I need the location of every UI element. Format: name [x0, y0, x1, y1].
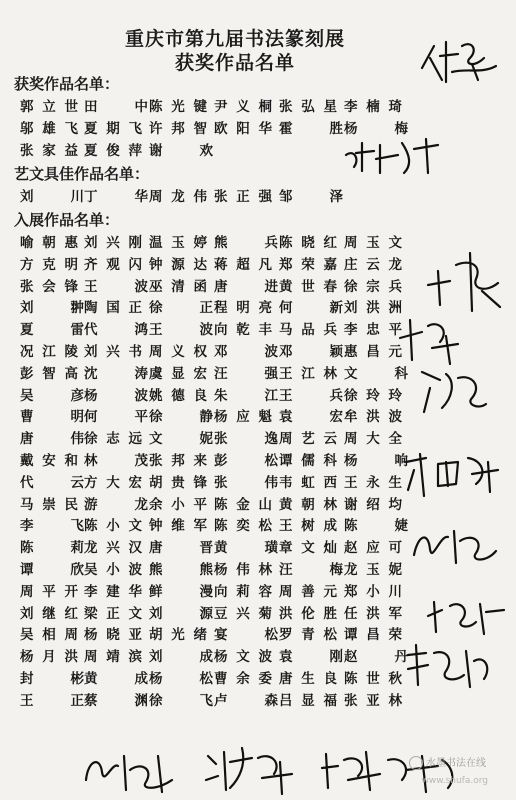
- person-name: 胡贵锋: [149, 474, 207, 491]
- name-row: [20, 558, 400, 580]
- person-name: 张逸: [214, 431, 278, 448]
- person-name: 邓波: [214, 344, 278, 360]
- name-row: [20, 689, 400, 711]
- person-name: 赵应可: [344, 540, 402, 557]
- person-name: 何平: [84, 409, 148, 426]
- signature-bottom-1: [78, 742, 188, 797]
- person-name: 夏雷: [20, 322, 84, 339]
- person-name: 封彬: [20, 671, 84, 687]
- person-name: 庄云龙: [344, 256, 402, 273]
- person-name: 谢绍均: [344, 496, 402, 513]
- person-name: 豆兴菊: [214, 605, 272, 622]
- signature-top-right: [412, 28, 502, 88]
- person-name: 张弘星: [279, 99, 337, 115]
- person-name: 杨波: [84, 387, 148, 404]
- person-name: 陈晓红: [279, 235, 337, 251]
- person-name: 周平开: [20, 583, 78, 600]
- person-name: 吴相周: [20, 627, 78, 644]
- person-name: 谭昌荣: [344, 627, 402, 644]
- person-name: 徐玲玲: [344, 387, 402, 404]
- person-name: 惠昌元: [344, 344, 402, 360]
- person-name: 唐生良: [279, 671, 337, 687]
- person-name: 任洪军: [344, 605, 402, 622]
- person-name: 杨伟林: [214, 562, 272, 578]
- person-name: 汪梅: [279, 562, 343, 578]
- person-name: 夏俊萍: [84, 143, 142, 159]
- person-name: 陈小文: [84, 518, 142, 535]
- person-name: 刘源: [149, 605, 213, 622]
- person-name: 刘兴刚: [84, 235, 142, 251]
- person-name: 杨晓亚: [84, 627, 142, 644]
- person-name: 王江林: [279, 365, 337, 382]
- person-name: 邹泽: [279, 189, 343, 205]
- name-row: [20, 667, 400, 689]
- name-row: [20, 185, 400, 207]
- person-name: 罗青松: [279, 627, 337, 644]
- person-name: 谭欣: [20, 562, 84, 578]
- signature-6: [404, 515, 504, 570]
- person-name: 向莉容: [214, 583, 272, 600]
- person-name: 徐静: [149, 409, 213, 426]
- name-row: [20, 602, 400, 624]
- person-name: 蔡渊: [84, 692, 148, 709]
- section-heading: 入展作品名单：: [14, 211, 120, 229]
- person-name: 丁华: [84, 189, 148, 205]
- person-name: 黄成: [84, 671, 148, 687]
- person-name: 林茂: [84, 453, 148, 469]
- person-name: 张伟: [214, 474, 278, 491]
- person-name: 谭儒科: [279, 453, 337, 469]
- person-name: 邬雄飞: [20, 121, 78, 137]
- person-name: 张亚林: [344, 692, 402, 709]
- person-name: 梁正文: [84, 605, 142, 622]
- person-name: 尹义桐: [214, 99, 272, 115]
- person-name: 徐飞: [149, 692, 213, 709]
- document-title: 重庆市第九届书法篆刻展: [124, 28, 345, 50]
- name-row: [20, 580, 400, 602]
- person-name: 吕显福: [279, 692, 337, 709]
- name-row: [20, 405, 400, 427]
- person-name: 杨梅: [344, 121, 408, 137]
- person-name: 刘兴书: [84, 344, 142, 360]
- name-row: [20, 514, 408, 536]
- person-name: 张家益: [20, 143, 78, 159]
- person-name: 熊熊: [149, 562, 213, 578]
- person-name: 钟源达: [149, 256, 207, 273]
- person-name: 黄璜: [214, 540, 278, 557]
- person-name: 余小平: [149, 496, 207, 513]
- person-name: 杨应魁: [214, 409, 272, 426]
- person-name: 喻朝惠: [20, 235, 78, 251]
- signature-8: [400, 635, 500, 695]
- person-name: 程明亮: [214, 300, 272, 317]
- person-name: 郑小川: [344, 583, 402, 600]
- person-name: 陈莉: [20, 540, 84, 557]
- person-name: 徐宗兵: [344, 278, 402, 295]
- person-name: 欧阳华: [214, 121, 272, 137]
- person-name: 王波: [149, 322, 213, 339]
- signature-bottom-2: [200, 738, 310, 798]
- watermark-text: 水墨书法在线: [426, 758, 486, 769]
- person-name: 姚德良: [149, 387, 207, 404]
- person-name: 郑荣嘉: [279, 256, 337, 273]
- person-name: 王永生: [344, 474, 402, 491]
- person-name: 卢森: [214, 692, 278, 709]
- name-row: [20, 275, 400, 297]
- person-name: 周龙伟: [149, 189, 207, 205]
- person-name: 夏期飞: [84, 121, 142, 137]
- name-row: [20, 471, 400, 493]
- person-name: 牟洪波: [344, 409, 402, 426]
- person-name: 杨文波: [214, 649, 272, 666]
- name-row: [20, 231, 400, 253]
- person-name: 唐晋: [149, 540, 213, 557]
- section-heading: 艺文具佳作品名单：: [14, 165, 150, 183]
- person-name: 龙玉妮: [344, 562, 402, 578]
- person-name: 龙兴汉: [84, 540, 142, 557]
- person-name: 何新: [279, 300, 343, 317]
- person-name: 巫清函: [149, 278, 207, 295]
- person-name: 霍胜: [279, 121, 343, 137]
- person-name: 文科: [344, 365, 408, 382]
- person-name: 李建华: [84, 583, 142, 600]
- person-name: 王波: [84, 278, 148, 295]
- name-row: [20, 362, 408, 384]
- person-name: 陈奕松: [214, 518, 272, 535]
- person-name: 刘继红: [20, 605, 78, 622]
- document-subtitle: 获奖作品名单: [174, 52, 295, 74]
- person-name: 胡光绪: [149, 627, 207, 644]
- person-name: 戴安和: [20, 453, 78, 469]
- signature-5: [398, 440, 508, 500]
- person-name: 曹余委: [214, 671, 272, 687]
- name-row: [20, 253, 400, 275]
- person-name: 杨月洪: [20, 649, 78, 666]
- person-name: 朱江: [214, 387, 278, 404]
- person-name: 袁刚: [279, 649, 343, 666]
- person-name: 陈世秋: [344, 671, 402, 687]
- person-name: 代云: [20, 474, 84, 491]
- person-name: 谢欢: [149, 143, 213, 159]
- person-name: 章文灿: [279, 540, 337, 557]
- person-name: 周义权: [149, 344, 207, 360]
- person-name: 杨松: [149, 671, 213, 687]
- person-name: 陶国正: [84, 300, 142, 317]
- person-name: 刘翀: [20, 300, 84, 317]
- person-name: 黄朝林: [279, 496, 337, 513]
- person-name: 汪强: [214, 365, 278, 382]
- person-name: 洪伦胜: [279, 605, 337, 622]
- name-row: [20, 318, 400, 340]
- signature-7: [420, 590, 510, 640]
- person-name: 周大全: [344, 431, 402, 448]
- name-row: [20, 384, 400, 406]
- person-name: 齐观闪: [84, 256, 142, 273]
- person-name: 唐进: [214, 278, 278, 295]
- person-name: 张邦来: [149, 453, 207, 469]
- person-name: 周艺云: [279, 431, 337, 448]
- person-name: 郭立世: [20, 99, 78, 115]
- person-name: 张会锋: [20, 278, 78, 295]
- person-name: 徐志远: [84, 431, 142, 448]
- person-name: 况江陵: [20, 344, 78, 360]
- person-name: 方大宏: [84, 474, 142, 491]
- signature-1: [340, 125, 450, 180]
- person-name: 马崇民: [20, 496, 78, 513]
- person-name: 马品兵: [279, 322, 337, 339]
- person-name: 沈涛: [84, 365, 148, 382]
- person-name: 周玉文: [344, 235, 402, 251]
- watermark: [409, 754, 486, 770]
- person-name: 文妮: [149, 431, 213, 448]
- name-row: [20, 623, 400, 645]
- name-row: [20, 493, 400, 515]
- person-name: 虞显宏: [149, 365, 207, 382]
- name-row: [20, 427, 400, 449]
- person-name: 周善元: [279, 583, 337, 600]
- person-name: 钟维军: [149, 518, 207, 535]
- person-name: 李飞: [20, 518, 84, 535]
- person-name: 宴松: [214, 627, 278, 644]
- person-name: 王兵: [279, 387, 343, 404]
- person-name: 向乾丰: [214, 322, 272, 339]
- name-row: [20, 536, 400, 558]
- person-name: 徐正: [149, 300, 213, 317]
- person-name: 彭智高: [20, 365, 78, 382]
- person-name: 赵丹: [344, 649, 408, 666]
- person-name: 曹明: [20, 409, 84, 426]
- name-row: [20, 449, 408, 471]
- name-row: [20, 95, 400, 117]
- person-name: 韦虹西: [279, 474, 337, 491]
- person-name: 王树成: [279, 518, 337, 535]
- person-name: 温玉婷: [149, 235, 207, 251]
- person-name: 唐伟: [20, 431, 84, 448]
- person-name: 彭松: [214, 453, 278, 469]
- person-name: 李楠琦: [344, 99, 402, 115]
- name-row: [20, 340, 400, 362]
- person-name: 吴小波: [84, 562, 142, 578]
- person-name: 李忠平: [344, 322, 402, 339]
- signature-4: [412, 358, 492, 418]
- person-name: 刘成: [149, 649, 213, 666]
- signature-2: [420, 245, 510, 315]
- person-name: 邓颖: [279, 344, 343, 360]
- name-row: [20, 645, 408, 667]
- person-name: 杨响: [344, 453, 408, 469]
- person-name: 陈婕: [344, 518, 408, 535]
- person-name: 黄世春: [279, 278, 337, 295]
- person-name: 游龙: [84, 496, 148, 513]
- person-name: 袁宏: [279, 409, 343, 426]
- stamp-text: www.shufa.org: [421, 776, 488, 786]
- person-name: 方克明: [20, 256, 78, 273]
- person-name: 蒋超凡: [214, 256, 272, 273]
- person-name: 陈金山: [214, 496, 272, 513]
- person-name: 陈光键: [149, 99, 207, 115]
- person-name: 吴彦: [20, 387, 84, 404]
- person-name: 熊兵: [214, 235, 278, 251]
- person-name: 许邦智: [149, 121, 207, 137]
- person-name: 代鸿: [84, 322, 148, 339]
- name-row: [20, 296, 400, 318]
- person-name: 田中: [84, 99, 148, 115]
- person-name: 鲜漫: [149, 583, 213, 600]
- section-heading: 获奖作品名单：: [14, 75, 120, 93]
- person-name: 周靖滨: [84, 649, 142, 666]
- person-name: 刘洪洲: [344, 300, 402, 317]
- watermark-logo-icon: [409, 756, 423, 770]
- person-name: 张正强: [214, 189, 272, 205]
- person-name: 王正: [20, 692, 84, 709]
- person-name: 刘川: [20, 189, 84, 205]
